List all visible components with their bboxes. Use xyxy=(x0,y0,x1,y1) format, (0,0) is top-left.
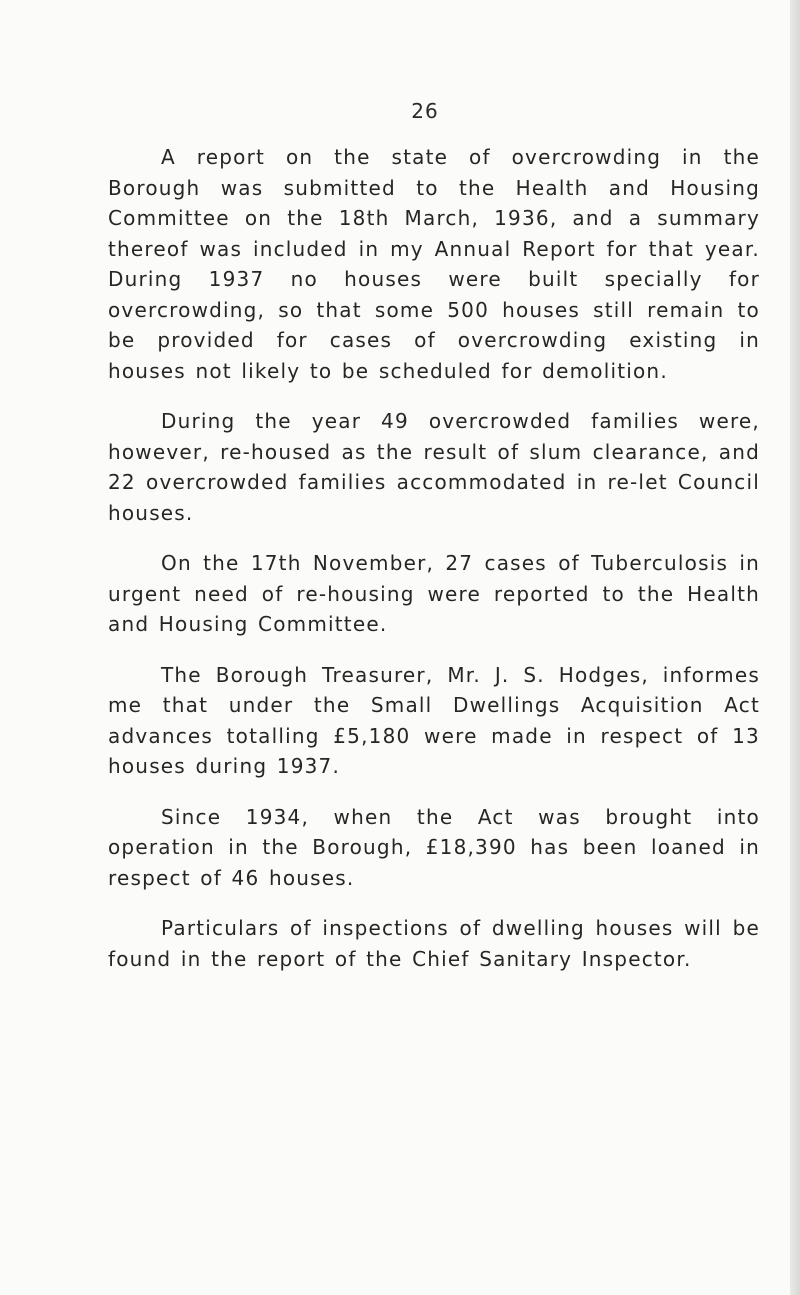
paragraph-inspections: Particulars of inspections of dwelling houses will be found in the report of the Chief Sanitary Inspector. xyxy=(108,916,760,971)
paragraph-tuberculosis-cases: On the 17th November, 27 cases of Tuberculosis in urgent need of re-housing were reported to the Health and Housing Committee. xyxy=(108,551,760,636)
page-edge xyxy=(790,0,800,1295)
body-text xyxy=(108,142,760,994)
paragraph-overcrowding-report: A report on the state of overcrowding in the Borough was submitted to the Health and Housing Committee on the 18th March, 1936, and a summary thereof was included in my Annual Report for that year. During 1937 no houses were built specially for overcrowding, so that some 500 houses still remain to be provided for cases of overcrowding existing in houses not likely to be scheduled for demolition. xyxy=(108,145,760,383)
paragraph-treasurer-advances: The Borough Treasurer, Mr. J. S. Hodges, informes me that under the Small Dwellings Acquisition Act advances totalling £5,180 were made in respect of 13 houses during 1937. xyxy=(108,662,760,778)
paragraph-rehoused-families: During the year 49 overcrowded families were, however, re-housed as the result of slum clearance, and 22 overcrowded families accommodated in re-let Council houses. xyxy=(108,409,760,525)
page-number: 26 xyxy=(411,99,439,123)
paragraph-loans-since-1934: Since 1934, when the Act was brought into operation in the Borough, £18,390 has been loaned in respect of 46 houses. xyxy=(108,804,760,890)
